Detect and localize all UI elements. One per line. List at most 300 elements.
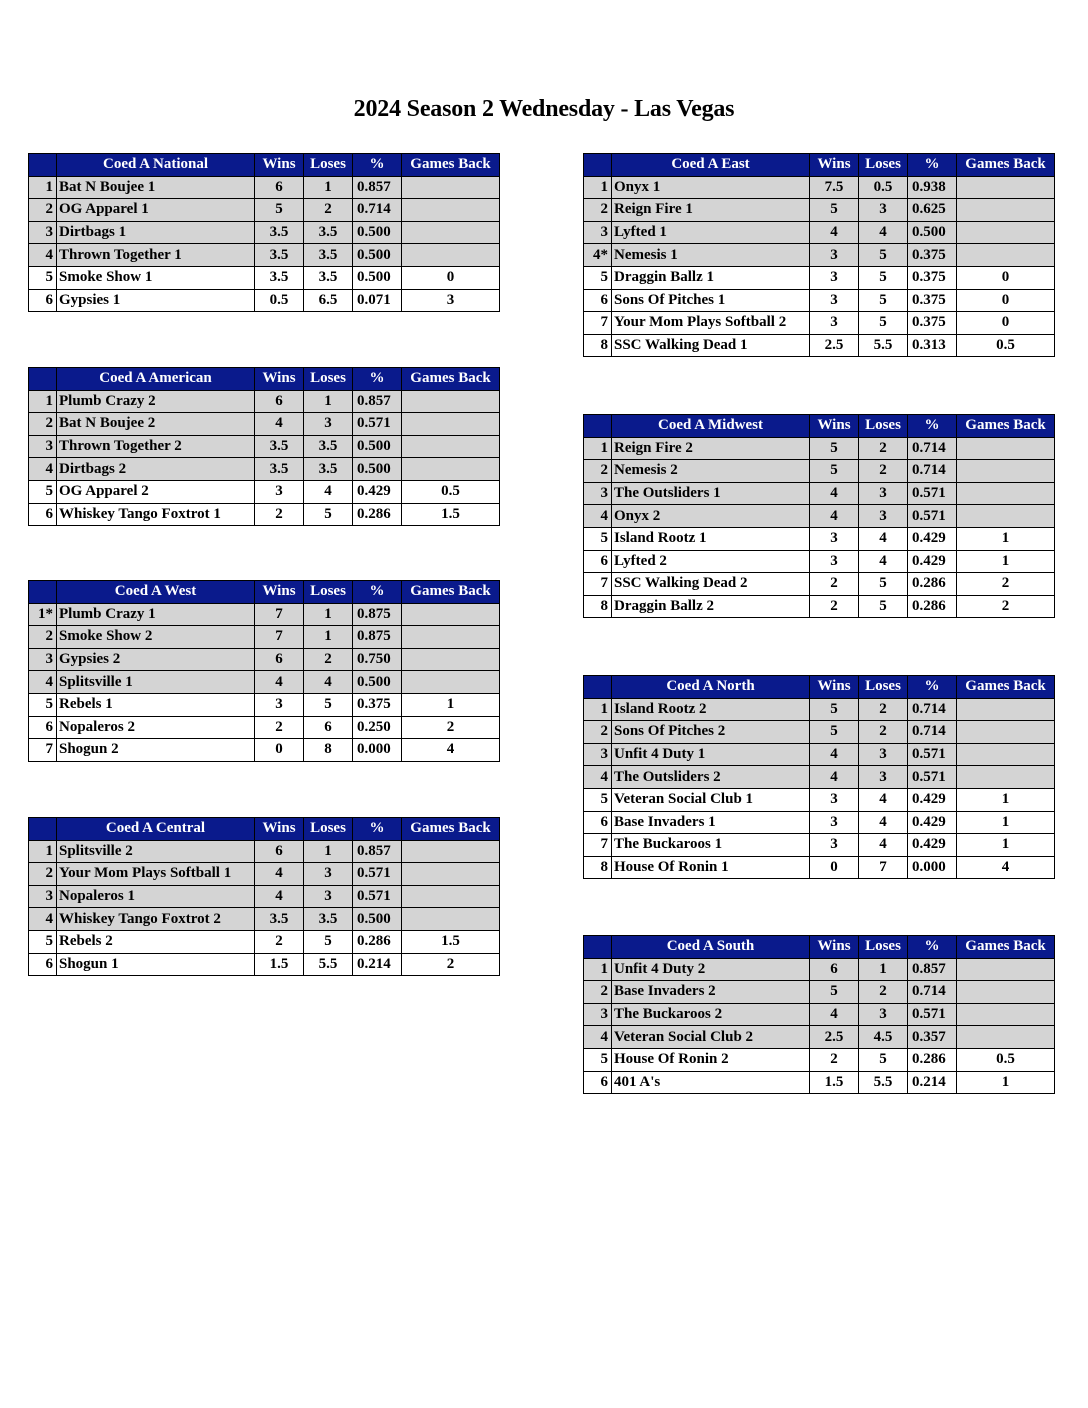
loses-cell: 4 <box>304 671 353 694</box>
wins-cell: 3.5 <box>255 244 304 267</box>
wins-cell: 4 <box>810 743 859 766</box>
pct-cell: 0.286 <box>908 595 957 618</box>
pct-cell: 0.357 <box>908 1026 957 1049</box>
standings-table <box>28 580 500 762</box>
team-cell: Unfit 4 Duty 1 <box>612 743 810 766</box>
table-row <box>584 788 1055 811</box>
wins-cell: 0.5 <box>255 289 304 312</box>
seed-cell: 6 <box>584 1071 612 1094</box>
pct-cell: 0.571 <box>908 505 957 528</box>
games-back-cell <box>957 958 1055 981</box>
pct-cell: 0.857 <box>353 390 402 413</box>
pct-cell: 0.714 <box>908 698 957 721</box>
loses-cell: 2 <box>859 981 908 1004</box>
table-row <box>584 595 1055 618</box>
division-national <box>28 153 500 312</box>
team-cell: Onyx 1 <box>612 176 810 199</box>
games-back-cell: 2 <box>957 595 1055 618</box>
table-row <box>584 176 1055 199</box>
team-cell: House Of Ronin 2 <box>612 1048 810 1071</box>
header-wins: Wins <box>255 368 304 391</box>
table-row <box>29 840 500 863</box>
header-pct: % <box>353 818 402 841</box>
seed-cell: 8 <box>584 595 612 618</box>
team-cell: Lyfted 2 <box>612 550 810 573</box>
division-midwest <box>583 414 1055 618</box>
table-row <box>29 739 500 762</box>
games-back-cell <box>957 244 1055 267</box>
wins-cell: 4 <box>810 1003 859 1026</box>
games-back-cell <box>402 176 500 199</box>
pct-cell: 0.571 <box>908 743 957 766</box>
header-division-name: Coed A East <box>612 154 810 177</box>
games-back-cell <box>402 244 500 267</box>
games-back-cell: 1 <box>957 834 1055 857</box>
team-cell: Island Rootz 1 <box>612 527 810 550</box>
table-row <box>584 856 1055 879</box>
pct-cell: 0.571 <box>353 413 402 436</box>
team-cell: Shogun 2 <box>57 739 255 762</box>
table-row <box>584 460 1055 483</box>
division-north <box>583 675 1055 879</box>
pct-cell: 0.571 <box>353 863 402 886</box>
wins-cell: 6 <box>255 390 304 413</box>
pct-cell: 0.500 <box>353 458 402 481</box>
header-seed <box>584 154 612 177</box>
table-row <box>584 266 1055 289</box>
division-south <box>583 935 1055 1094</box>
header-games-back: Games Back <box>402 818 500 841</box>
header-pct: % <box>908 936 957 959</box>
wins-cell: 2 <box>255 503 304 526</box>
pct-cell: 0.625 <box>908 199 957 222</box>
wins-cell: 2 <box>255 716 304 739</box>
table-row <box>584 550 1055 573</box>
header-loses: Loses <box>304 368 353 391</box>
table-header-row <box>584 154 1055 177</box>
team-cell: Rebels 2 <box>57 930 255 953</box>
loses-cell: 0.5 <box>859 176 908 199</box>
wins-cell: 6 <box>810 958 859 981</box>
pct-cell: 0.938 <box>908 176 957 199</box>
pct-cell: 0.375 <box>353 693 402 716</box>
table-row <box>584 1071 1055 1094</box>
seed-cell: 2 <box>584 199 612 222</box>
table-row <box>29 289 500 312</box>
seed-cell: 6 <box>29 289 57 312</box>
table-row <box>584 981 1055 1004</box>
division-central <box>28 817 500 976</box>
games-back-cell <box>402 435 500 458</box>
seed-cell: 1 <box>584 437 612 460</box>
games-back-cell: 4 <box>402 739 500 762</box>
games-back-cell <box>957 698 1055 721</box>
team-cell: 401 A's <box>612 1071 810 1094</box>
pct-cell: 0.000 <box>353 739 402 762</box>
pct-cell: 0.571 <box>353 885 402 908</box>
team-cell: Thrown Together 2 <box>57 435 255 458</box>
seed-cell: 5 <box>29 693 57 716</box>
seed-cell: 6 <box>584 550 612 573</box>
header-wins: Wins <box>810 676 859 699</box>
pct-cell: 0.500 <box>353 671 402 694</box>
team-cell: Smoke Show 1 <box>57 266 255 289</box>
games-back-cell <box>402 626 500 649</box>
header-loses: Loses <box>859 676 908 699</box>
loses-cell: 3 <box>859 743 908 766</box>
team-cell: Whiskey Tango Foxtrot 2 <box>57 908 255 931</box>
seed-cell: 3 <box>29 435 57 458</box>
games-back-cell <box>402 671 500 694</box>
table-row <box>584 221 1055 244</box>
games-back-cell: 1.5 <box>402 503 500 526</box>
games-back-cell: 3 <box>402 289 500 312</box>
seed-cell: 1 <box>29 390 57 413</box>
team-cell: Sons Of Pitches 1 <box>612 289 810 312</box>
wins-cell: 7.5 <box>810 176 859 199</box>
loses-cell: 5 <box>304 503 353 526</box>
header-division-name: Coed A National <box>57 154 255 177</box>
table-row <box>584 289 1055 312</box>
table-header-row <box>29 818 500 841</box>
team-cell: Lyfted 1 <box>612 221 810 244</box>
pct-cell: 0.429 <box>353 480 402 503</box>
header-division-name: Coed A North <box>612 676 810 699</box>
loses-cell: 4 <box>304 480 353 503</box>
team-cell: Reign Fire 1 <box>612 199 810 222</box>
seed-cell: 5 <box>584 527 612 550</box>
pct-cell: 0.857 <box>353 176 402 199</box>
team-cell: Nopaleros 1 <box>57 885 255 908</box>
wins-cell: 2 <box>255 930 304 953</box>
seed-cell: 4 <box>29 458 57 481</box>
games-back-cell <box>957 743 1055 766</box>
games-back-cell: 0.5 <box>957 1048 1055 1071</box>
games-back-cell: 2 <box>957 573 1055 596</box>
pct-cell: 0.286 <box>908 1048 957 1071</box>
games-back-cell <box>957 199 1055 222</box>
loses-cell: 3 <box>304 413 353 436</box>
team-cell: Thrown Together 1 <box>57 244 255 267</box>
wins-cell: 5 <box>810 199 859 222</box>
wins-cell: 4 <box>810 766 859 789</box>
games-back-cell: 4 <box>957 856 1055 879</box>
team-cell: Splitsville 2 <box>57 840 255 863</box>
pct-cell: 0.429 <box>908 550 957 573</box>
loses-cell: 2 <box>859 460 908 483</box>
team-cell: Base Invaders 1 <box>612 811 810 834</box>
pct-cell: 0.429 <box>908 834 957 857</box>
table-row <box>584 834 1055 857</box>
table-row <box>29 176 500 199</box>
division-west <box>28 580 500 762</box>
table-header-row <box>584 676 1055 699</box>
wins-cell: 3 <box>810 266 859 289</box>
wins-cell: 3 <box>810 788 859 811</box>
header-loses: Loses <box>859 936 908 959</box>
loses-cell: 1 <box>304 603 353 626</box>
pct-cell: 0.286 <box>908 573 957 596</box>
seed-cell: 3 <box>584 482 612 505</box>
table-row <box>29 671 500 694</box>
loses-cell: 4 <box>859 834 908 857</box>
games-back-cell <box>957 1003 1055 1026</box>
seed-cell: 7 <box>584 834 612 857</box>
table-row <box>29 930 500 953</box>
wins-cell: 1.5 <box>810 1071 859 1094</box>
loses-cell: 5 <box>859 244 908 267</box>
games-back-cell: 0 <box>402 266 500 289</box>
loses-cell: 6.5 <box>304 289 353 312</box>
seed-cell: 1 <box>584 176 612 199</box>
games-back-cell <box>957 505 1055 528</box>
standings-table <box>28 153 500 312</box>
table-row <box>584 1003 1055 1026</box>
wins-cell: 5 <box>810 460 859 483</box>
team-cell: Splitsville 1 <box>57 671 255 694</box>
seed-cell: 4 <box>584 766 612 789</box>
seed-cell: 1 <box>29 840 57 863</box>
team-cell: Base Invaders 2 <box>612 981 810 1004</box>
team-cell: Reign Fire 2 <box>612 437 810 460</box>
pct-cell: 0.429 <box>908 811 957 834</box>
loses-cell: 4 <box>859 550 908 573</box>
seed-cell: 8 <box>584 856 612 879</box>
header-seed <box>29 154 57 177</box>
pct-cell: 0.857 <box>353 840 402 863</box>
loses-cell: 5 <box>859 573 908 596</box>
division-east <box>583 153 1055 357</box>
pct-cell: 0.714 <box>908 721 957 744</box>
loses-cell: 7 <box>859 856 908 879</box>
loses-cell: 5 <box>859 266 908 289</box>
seed-cell: 5 <box>584 788 612 811</box>
pct-cell: 0.214 <box>353 953 402 976</box>
loses-cell: 4 <box>859 527 908 550</box>
wins-cell: 3 <box>810 244 859 267</box>
loses-cell: 2 <box>859 437 908 460</box>
header-games-back: Games Back <box>957 415 1055 438</box>
wins-cell: 5 <box>810 698 859 721</box>
team-cell: Bat N Boujee 2 <box>57 413 255 436</box>
standings-table <box>583 414 1055 618</box>
seed-cell: 3 <box>29 648 57 671</box>
loses-cell: 4 <box>859 221 908 244</box>
header-division-name: Coed A Central <box>57 818 255 841</box>
games-back-cell <box>957 981 1055 1004</box>
games-back-cell <box>402 908 500 931</box>
seed-cell: 1 <box>584 698 612 721</box>
seed-cell: 3 <box>584 743 612 766</box>
seed-cell: 3 <box>29 221 57 244</box>
standings-table <box>28 367 500 526</box>
wins-cell: 7 <box>255 603 304 626</box>
team-cell: Veteran Social Club 2 <box>612 1026 810 1049</box>
games-back-cell <box>957 176 1055 199</box>
seed-cell: 2 <box>584 460 612 483</box>
wins-cell: 7 <box>255 626 304 649</box>
table-row <box>29 266 500 289</box>
games-back-cell <box>402 603 500 626</box>
games-back-cell <box>402 648 500 671</box>
loses-cell: 5 <box>304 693 353 716</box>
wins-cell: 4 <box>255 413 304 436</box>
table-row <box>29 953 500 976</box>
seed-cell: 4 <box>29 244 57 267</box>
seed-cell: 4 <box>29 908 57 931</box>
team-cell: The Buckaroos 2 <box>612 1003 810 1026</box>
table-row <box>584 766 1055 789</box>
header-loses: Loses <box>304 818 353 841</box>
pct-cell: 0.714 <box>908 437 957 460</box>
pct-cell: 0.857 <box>908 958 957 981</box>
seed-cell: 7 <box>584 312 612 335</box>
table-row <box>29 244 500 267</box>
header-games-back: Games Back <box>957 154 1055 177</box>
team-cell: Draggin Ballz 2 <box>612 595 810 618</box>
table-row <box>29 221 500 244</box>
table-row <box>29 648 500 671</box>
games-back-cell <box>402 413 500 436</box>
seed-cell: 5 <box>29 266 57 289</box>
table-row <box>584 573 1055 596</box>
games-back-cell <box>957 221 1055 244</box>
loses-cell: 2 <box>859 721 908 744</box>
wins-cell: 4 <box>810 221 859 244</box>
header-seed <box>29 581 57 604</box>
games-back-cell: 1 <box>957 527 1055 550</box>
seed-cell: 5 <box>29 480 57 503</box>
pct-cell: 0.375 <box>908 289 957 312</box>
team-cell: The Outsliders 1 <box>612 482 810 505</box>
pct-cell: 0.000 <box>908 856 957 879</box>
header-seed <box>29 368 57 391</box>
wins-cell: 4 <box>255 885 304 908</box>
table-row <box>584 1026 1055 1049</box>
header-wins: Wins <box>255 818 304 841</box>
table-row <box>584 743 1055 766</box>
team-cell: Your Mom Plays Softball 1 <box>57 863 255 886</box>
team-cell: Nopaleros 2 <box>57 716 255 739</box>
team-cell: Whiskey Tango Foxtrot 1 <box>57 503 255 526</box>
seed-cell: 6 <box>584 811 612 834</box>
wins-cell: 4 <box>810 505 859 528</box>
loses-cell: 5 <box>304 930 353 953</box>
wins-cell: 2 <box>810 573 859 596</box>
table-row <box>584 698 1055 721</box>
seed-cell: 2 <box>29 413 57 436</box>
seed-cell: 5 <box>584 266 612 289</box>
table-row <box>584 505 1055 528</box>
games-back-cell <box>402 458 500 481</box>
games-back-cell <box>957 721 1055 744</box>
table-header-row <box>29 368 500 391</box>
seed-cell: 6 <box>584 289 612 312</box>
team-cell: House Of Ronin 1 <box>612 856 810 879</box>
loses-cell: 5 <box>859 312 908 335</box>
seed-cell: 3 <box>584 1003 612 1026</box>
games-back-cell <box>957 482 1055 505</box>
loses-cell: 3 <box>859 199 908 222</box>
loses-cell: 1 <box>304 390 353 413</box>
seed-cell: 2 <box>29 626 57 649</box>
games-back-cell: 0 <box>957 266 1055 289</box>
wins-cell: 6 <box>255 648 304 671</box>
wins-cell: 4 <box>255 671 304 694</box>
seed-cell: 8 <box>584 334 612 357</box>
games-back-cell <box>957 1026 1055 1049</box>
table-header-row <box>29 581 500 604</box>
team-cell: Smoke Show 2 <box>57 626 255 649</box>
header-division-name: Coed A South <box>612 936 810 959</box>
header-games-back: Games Back <box>402 368 500 391</box>
table-row <box>29 480 500 503</box>
team-cell: Dirtbags 1 <box>57 221 255 244</box>
pct-cell: 0.286 <box>353 503 402 526</box>
games-back-cell: 1.5 <box>402 930 500 953</box>
pct-cell: 0.571 <box>908 1003 957 1026</box>
table-row <box>584 244 1055 267</box>
pct-cell: 0.750 <box>353 648 402 671</box>
table-header-row <box>584 415 1055 438</box>
loses-cell: 5.5 <box>859 334 908 357</box>
pct-cell: 0.214 <box>908 1071 957 1094</box>
table-row <box>584 437 1055 460</box>
games-back-cell: 0.5 <box>957 334 1055 357</box>
games-back-cell <box>402 885 500 908</box>
pct-cell: 0.714 <box>353 199 402 222</box>
wins-cell: 0 <box>255 739 304 762</box>
header-seed <box>29 818 57 841</box>
loses-cell: 3.5 <box>304 458 353 481</box>
team-cell: SSC Walking Dead 2 <box>612 573 810 596</box>
loses-cell: 1 <box>304 176 353 199</box>
header-loses: Loses <box>304 581 353 604</box>
table-row <box>29 603 500 626</box>
header-games-back: Games Back <box>402 581 500 604</box>
pct-cell: 0.714 <box>908 460 957 483</box>
table-row <box>29 716 500 739</box>
loses-cell: 5.5 <box>859 1071 908 1094</box>
team-cell: Dirtbags 2 <box>57 458 255 481</box>
header-loses: Loses <box>304 154 353 177</box>
pct-cell: 0.071 <box>353 289 402 312</box>
seed-cell: 5 <box>29 930 57 953</box>
header-wins: Wins <box>810 415 859 438</box>
games-back-cell: 0 <box>957 312 1055 335</box>
table-row <box>29 885 500 908</box>
wins-cell: 3 <box>810 834 859 857</box>
wins-cell: 5 <box>810 981 859 1004</box>
wins-cell: 0 <box>810 856 859 879</box>
table-row <box>584 527 1055 550</box>
games-back-cell: 1 <box>957 788 1055 811</box>
standings-table <box>583 935 1055 1094</box>
wins-cell: 3 <box>810 527 859 550</box>
standings-table <box>583 675 1055 879</box>
games-back-cell: 1 <box>402 693 500 716</box>
pct-cell: 0.375 <box>908 266 957 289</box>
games-back-cell: 0 <box>957 289 1055 312</box>
loses-cell: 3 <box>304 863 353 886</box>
header-division-name: Coed A American <box>57 368 255 391</box>
seed-cell: 1 <box>29 176 57 199</box>
wins-cell: 6 <box>255 176 304 199</box>
wins-cell: 3 <box>810 312 859 335</box>
pct-cell: 0.375 <box>908 244 957 267</box>
header-pct: % <box>353 154 402 177</box>
header-games-back: Games Back <box>402 154 500 177</box>
